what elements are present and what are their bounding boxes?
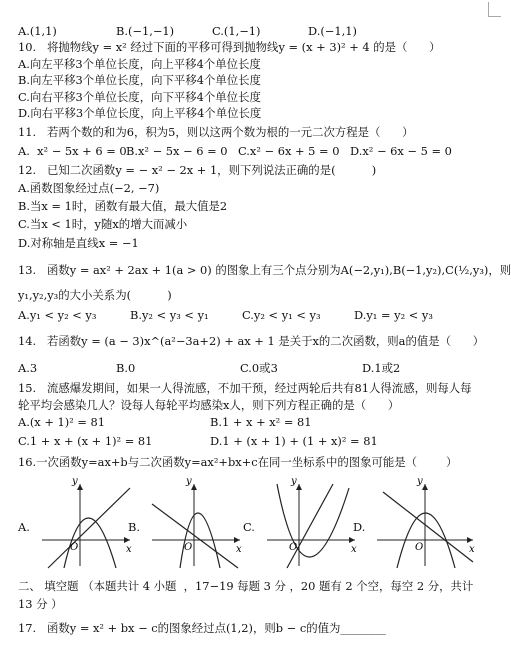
q10-option-c: C.向右平移3个单位长度，向下平移4个单位长度	[18, 90, 261, 104]
q15-option-a: A.(x + 1)² = 81	[18, 415, 106, 429]
q16-graph-d-plot	[369, 478, 479, 570]
q15-stem: 15. 流感爆发期间，如果一人得流感，不加干预，经过两轮后共有81人得流感，则每人每	[18, 381, 472, 395]
x-axis-arrow	[234, 537, 240, 543]
section2-heading: 二、 填空题 （本题共计 4 小题 ，17−19 每题 3 分 ，20 题有 2 个空，每空 2 分，共计	[18, 579, 474, 593]
origin-label: O	[415, 542, 424, 553]
q11-option-a: A. x² − 5x + 6 = 0	[18, 144, 127, 158]
q16-graph-a	[18, 478, 138, 570]
q16-graph-a-plot	[34, 478, 134, 570]
origin-label: O	[184, 542, 193, 553]
q9-options	[18, 23, 357, 39]
q13-option-b: B.y₂ < y₃ < y₁	[130, 308, 209, 322]
q12-option-a: A.函数图象经过点(−2, −7)	[18, 181, 160, 195]
q11-options	[18, 143, 452, 159]
q15-option-c: C.1 + x + (x + 1)² = 81	[18, 434, 153, 448]
q16-graph-d	[353, 478, 473, 570]
y-axis-arrow	[422, 484, 428, 490]
q9-option-a: A.(1,1)	[18, 24, 57, 38]
y-axis-label: y	[417, 478, 423, 487]
q16-graph-b-plot	[144, 478, 244, 570]
q16-graph-d-label: D.	[353, 520, 366, 534]
y-axis-label: y	[291, 478, 297, 487]
q14-option-b: B.0	[116, 361, 136, 375]
q17-stem: 17. 函数y = x² + bx − c的图象经过点(1,2)，则b − c的值为________	[18, 621, 386, 635]
q16-graph-c-label: C.	[243, 520, 255, 534]
q12-stem: 12. 已知二次函数y = − x² − 2x + 1，则下列说法正确的是( )	[18, 163, 377, 177]
y-axis-arrow	[191, 484, 197, 490]
q9-option-b: B.(−1,−1)	[116, 24, 175, 38]
q16-graph-c	[243, 478, 366, 570]
q11-option-b: B.x² − 5x − 6 = 0	[126, 144, 228, 158]
q13-option-a: A.y₁ < y₂ < y₃	[18, 308, 97, 322]
q14-option-c: C.0或3	[240, 361, 278, 375]
y-axis-label: y	[72, 478, 78, 487]
q16-graph-a-label: A.	[18, 520, 30, 534]
y-axis-label: y	[186, 478, 192, 487]
q10-option-d: D.向右平移3个单位长度，向上平移4个单位长度	[18, 106, 262, 120]
q11-stem: 11. 若两个数的和为6，积为5，则以这两个数为根的一元二次方程是（ ）	[18, 125, 414, 139]
q16-stem: 16.一次函数y=ax+b与二次函数y=ax²+bx+c在同一坐标系中的图象可能是（ ）	[18, 455, 458, 469]
q16-graph-c-plot	[259, 478, 359, 570]
x-axis-label: x	[469, 544, 475, 555]
q13-stem: 13. 函数y = ax² + 2ax + 1(a > 0) 的图象上有三个点分别为A(−2,y₁),B(−1,y₂),C(½,y₃)，则	[18, 263, 511, 277]
line	[383, 492, 473, 562]
q15-options-row1	[18, 414, 312, 430]
q11-option-d: D.x² − 6x − 5 = 0	[350, 144, 452, 158]
page-corner-mark	[488, 2, 501, 17]
origin-label: O	[289, 542, 298, 553]
x-axis-label: x	[126, 544, 132, 555]
q15-option-d: D.1 + (x + 1) + (1 + x)² = 81	[210, 434, 378, 448]
q12-option-b: B.当x = 1时，函数有最大值，最大值是2	[18, 199, 228, 213]
q13-stem-cont: y₁,y₂,y₃的大小关系为( )	[18, 288, 172, 302]
q14-stem: 14. 若函数y = (a − 3)x^(a²−3a+2) + ax + 1 是关于x的二次函数，则a的值是（ ）	[18, 334, 485, 348]
q11-option-c: C.x² − 6x + 5 = 0	[238, 144, 340, 158]
q15-options-row2	[18, 433, 378, 449]
q10-option-a: A.向左平移3个单位长度，向上平移4个单位长度	[18, 57, 261, 71]
origin-label: O	[70, 542, 79, 553]
q16-graph-b	[128, 478, 248, 570]
q13-option-d: D.y₁ = y₂ < y₃	[354, 308, 433, 322]
q10-option-b: B.向左平移3个单位长度，向下平移4个单位长度	[18, 73, 261, 87]
q9-option-d: D.(−1,1)	[308, 24, 357, 38]
q13-options	[18, 307, 433, 323]
q12-option-c: C.当x < 1时，y随x的增大而减小	[18, 217, 188, 231]
q10-stem: 10. 将抛物线y = x² 经过下面的平移可得到抛物线y = (x + 3)² + 4 的是（ ）	[18, 40, 441, 54]
q12-option-d: D.对称轴是直线x = −1	[18, 236, 139, 250]
line	[287, 484, 333, 568]
y-axis-arrow	[77, 484, 83, 490]
q9-option-c: C.(1,−1)	[212, 24, 261, 38]
q14-options	[18, 360, 400, 376]
q14-option-d: D.1或2	[362, 361, 401, 375]
section2-heading-cont: 13 分 ）	[18, 597, 63, 611]
x-axis-label: x	[236, 544, 242, 555]
q16-graphs	[18, 478, 503, 570]
x-axis-label: x	[351, 544, 357, 555]
y-axis-arrow	[296, 484, 302, 490]
line	[48, 488, 130, 568]
q15-option-b: B.1 + x + x² = 81	[210, 415, 312, 429]
q16-graph-b-label: B.	[128, 520, 140, 534]
q15-stem-cont: 轮平均会感染几人？设每人每轮平均感染x人，则下列方程正确的是（ ）	[18, 398, 400, 412]
q14-option-a: A.3	[18, 361, 38, 375]
x-axis-arrow	[467, 537, 473, 543]
q13-option-c: C.y₂ < y₁ < y₃	[242, 308, 321, 322]
